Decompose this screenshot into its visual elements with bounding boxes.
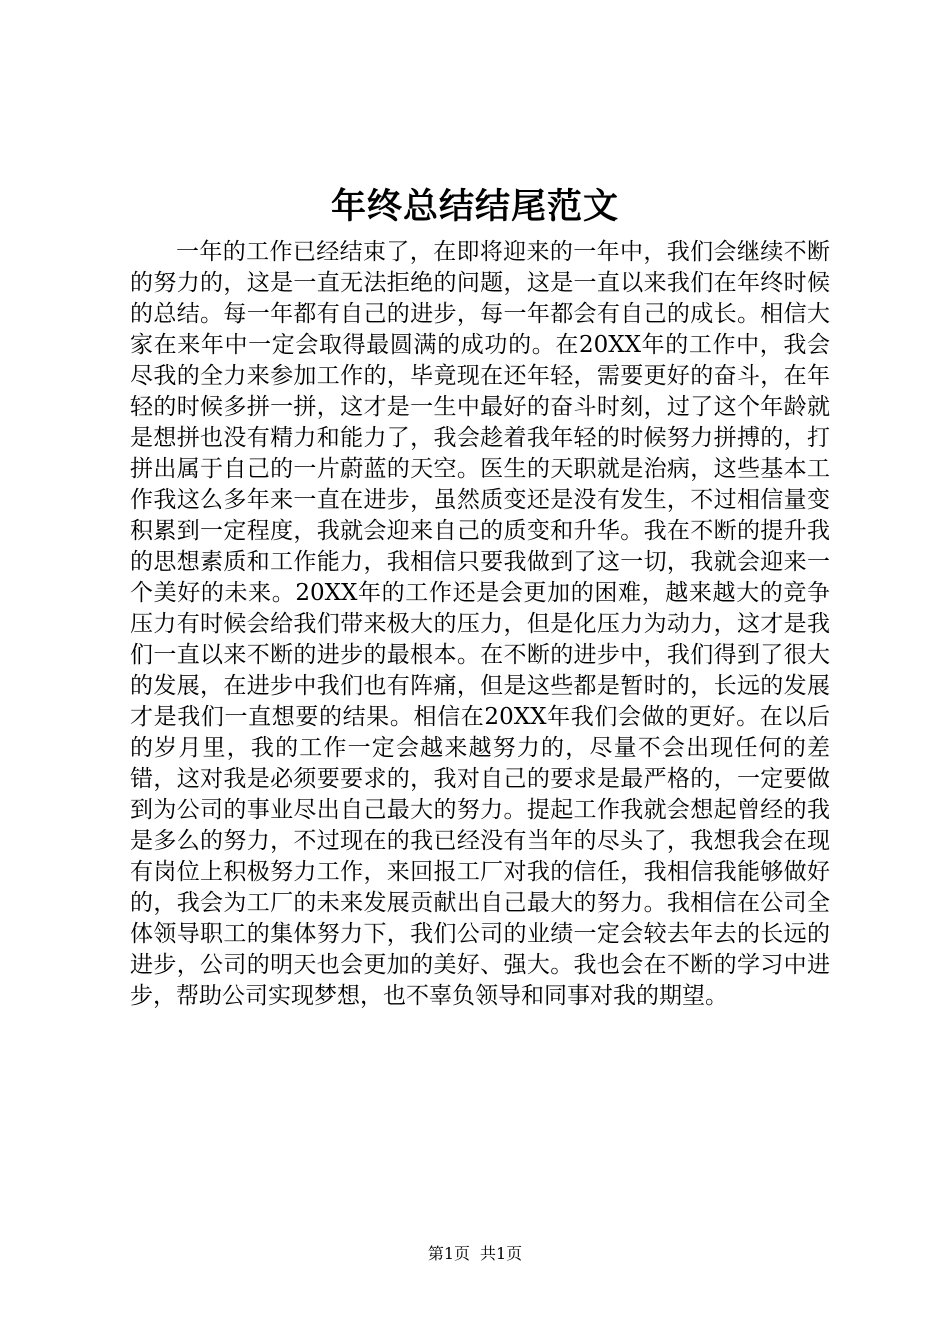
document-body-paragraph: 一年的工作已经结束了，在即将迎来的一年中，我们会继续不断的努力的，这是一直无法拒绝的问题，这是一直以来我们在年终时候的总结。每一年都有自己的进步，每一年都会有自己的成长。相信大家在来年中一定会取得最圆满的成功的。在20XX年的工作中，我会尽我的全力来参加工作的，毕竟现在还年轻，需要更好的奋斗，在年轻的时候多拼一拼，这才是一生中最好的奋斗时刻，过了这个年龄就是想拼也没有精力和能力了，我会趁着我年轻的时候努力拼搏的，打拼出属于自己的一片蔚蓝的天空。医生的天职就是治病，这些基本工作我这么多年来一直在进步，虽然质变还是没有发生，不过相信量变积累到一定程度，我就会迎来自己的质变和升华。我在不断的提升我的思想素质和工作能力，我相信只要我做到了这一切，我就会迎来一个美好的未来。20XX年的工作还是会更加的困难，越来越大的竞争压力有时候会给我们带来极大的压力，但是化压力为动力，这才是我们一直以来不断的进步的最根本。在不断的进步中，我们得到了很大的发展，在进步中我们也有阵痛，但是这些都是暂时的，长远的发展才是我们一直想要的结果。相信在20XX年我们会做的更好。在以后的岁月里，我的工作一定会越来越努力的，尽量不会出现任何的差错，这对我是必须要要求的，我对自己的要求是最严格的，一定要做到为公司的事业尽出自己最大的努力。提起工作我就会想起曾经的我是多么的努力，不过现在的我已经没有当年的尽头了，我想我会在现有岗位上积极努力工作，来回报工厂对我的信任，我相信我能够做好的，我会为工厂的未来发展贡献出自己最大的努力。我相信在公司全体领导职工的集体努力下，我们公司的业绩一定会较去年去的长远的进步，公司的明天也会更加的美好、强大。我也会在不断的学习中进步，帮助公司实现梦想，也不辜负领导和同事对我的期望。 xyxy=(130,239,830,1009)
page-footer xyxy=(0,1243,950,1265)
page-number-total: 共1页 xyxy=(480,1244,523,1263)
document-title: 年终总结结尾范文 xyxy=(330,186,619,227)
page-number-current: 第1页 xyxy=(427,1244,470,1263)
